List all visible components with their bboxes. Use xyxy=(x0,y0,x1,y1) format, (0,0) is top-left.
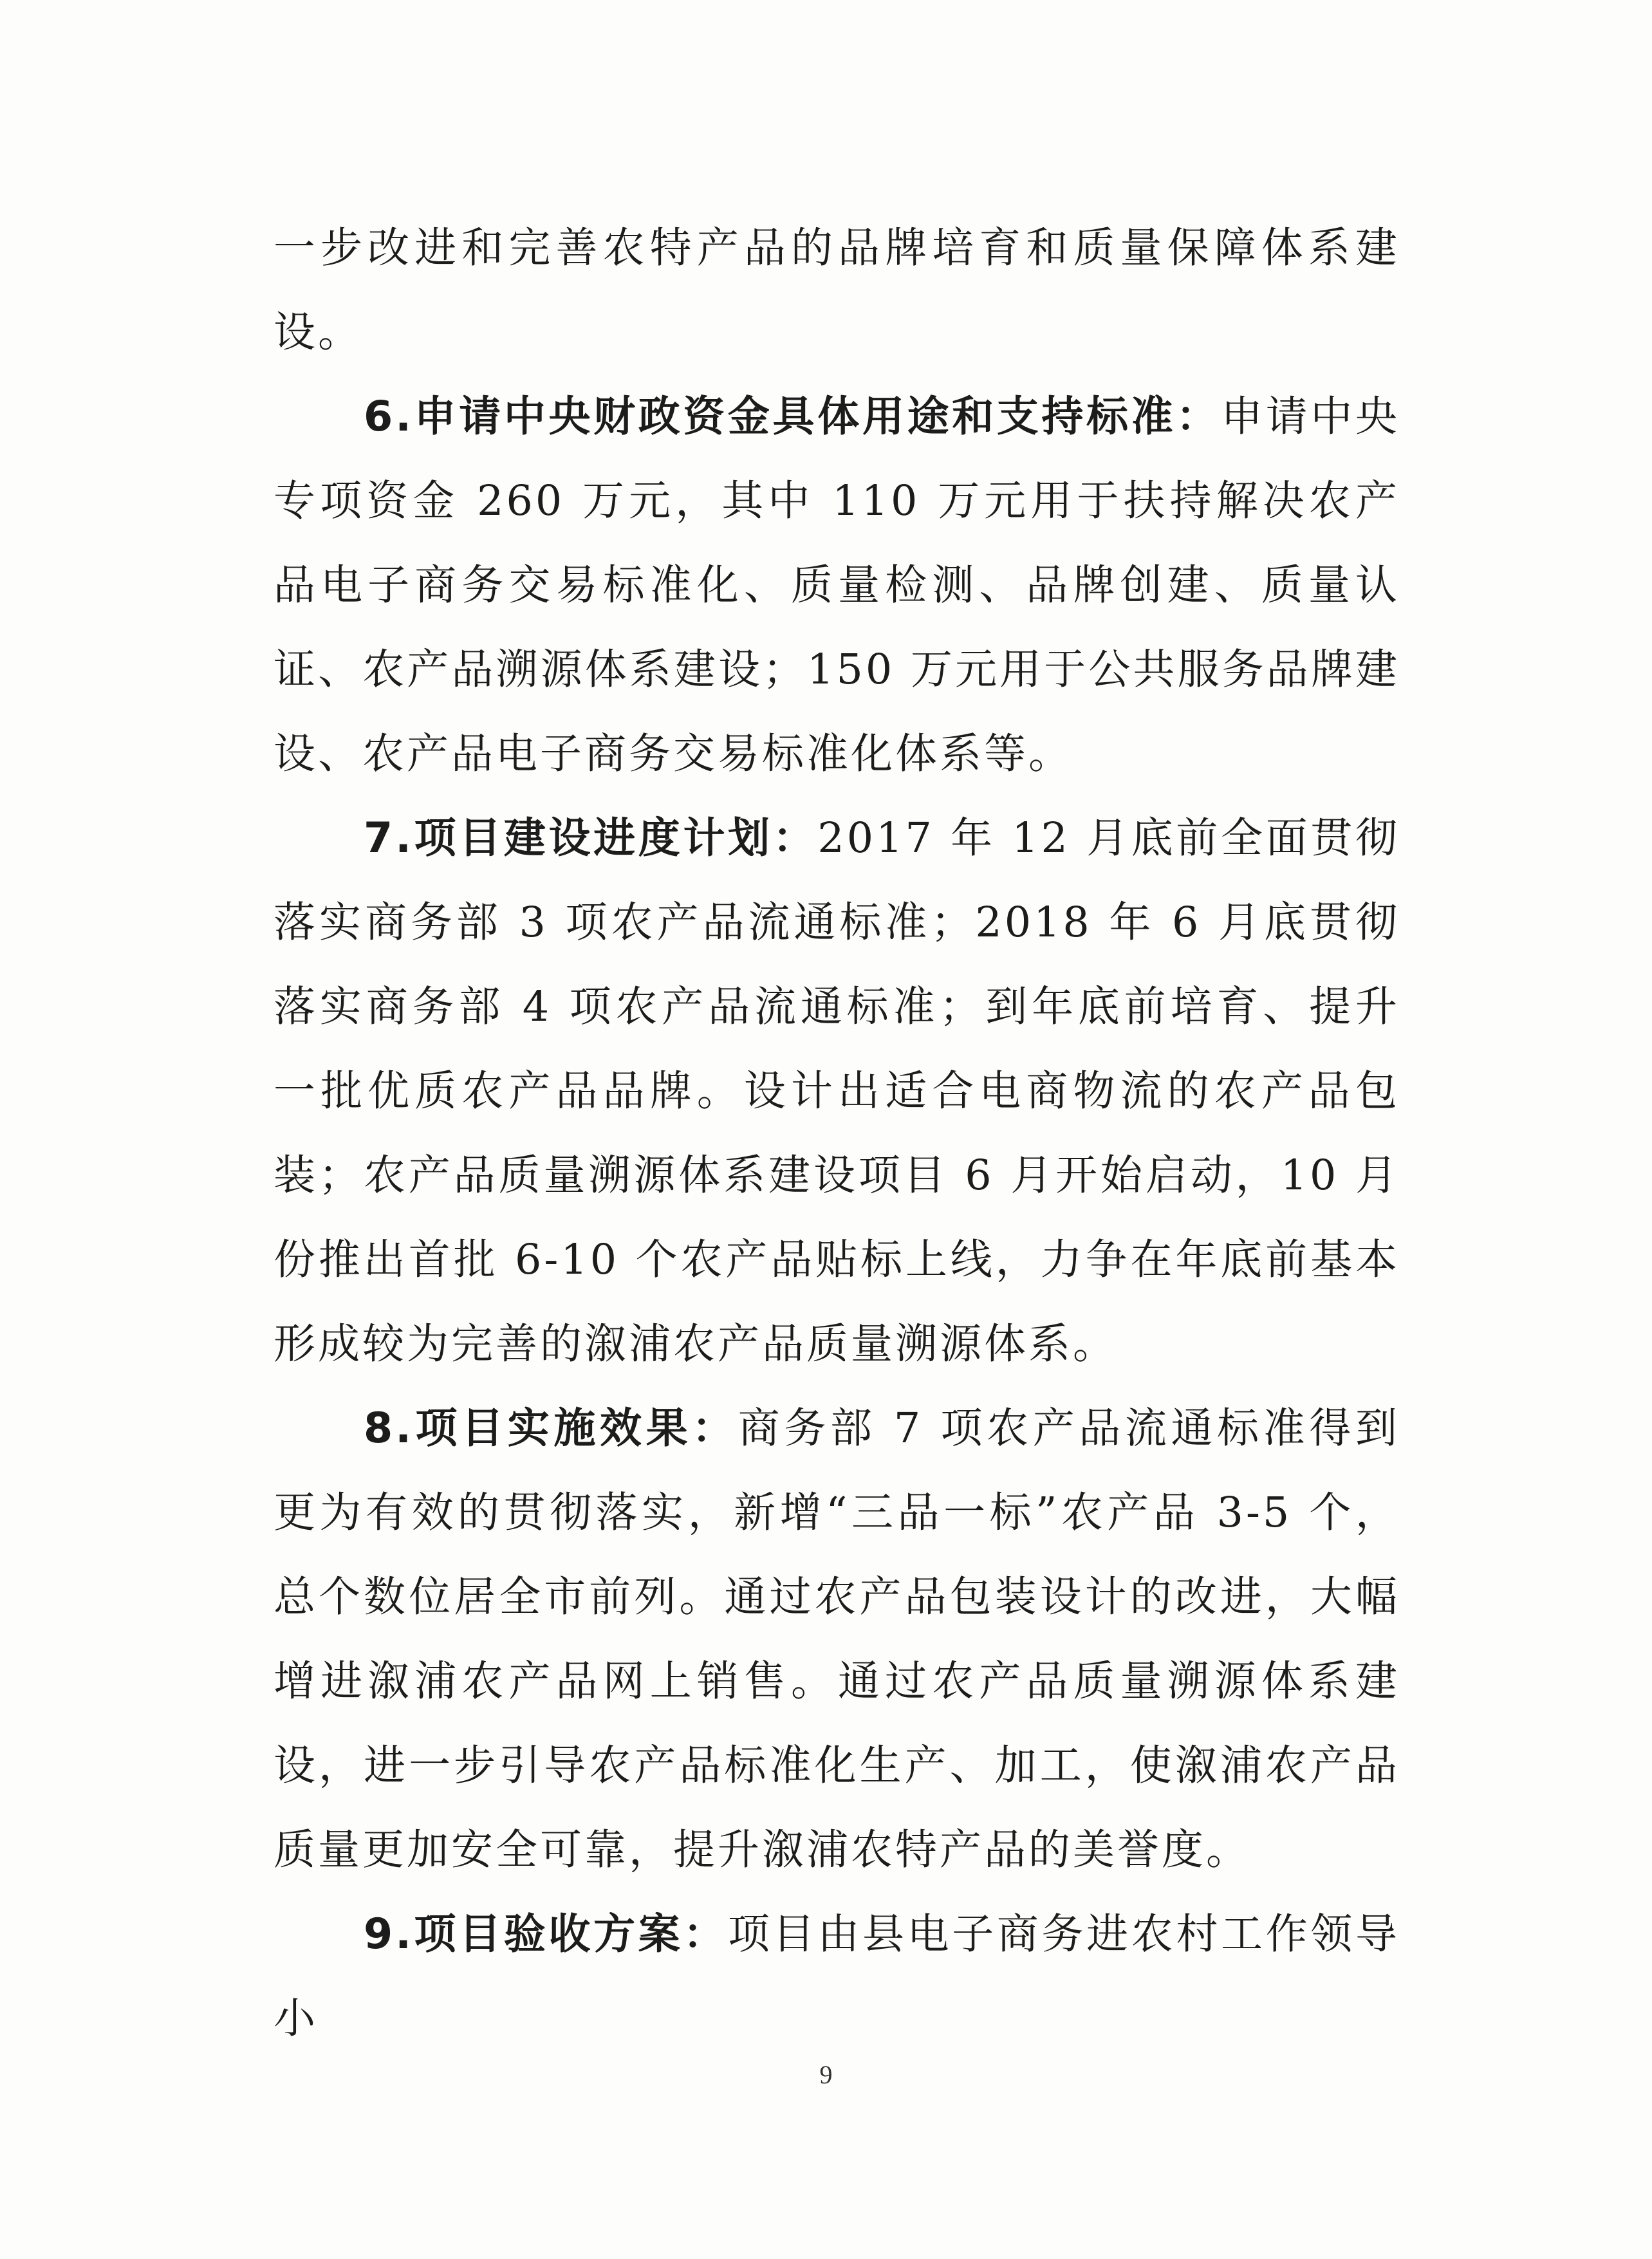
paragraph-section-9 xyxy=(274,1892,1400,2061)
paragraph-section-6 xyxy=(274,375,1400,796)
paragraph-text: 项目由县电子商务进农村工作领导小 xyxy=(274,1910,1400,2043)
paragraph-section-8 xyxy=(274,1386,1400,1892)
paragraph-text: 一步改进和完善农特产品的品牌培育和质量保障体系建设。 xyxy=(274,224,1400,357)
page-number: 9 xyxy=(819,2060,833,2089)
paragraph-text: 2017 年 12 月底前全面贯彻落实商务部 3 项农产品流通标准；2018 年 6 月底贯彻落实商务部 4 项农产品流通标准；到年底前培育、提升一批优质农产品品牌。设计出适合电商物流的农产品包装；农产品质量溯源体系建设项目 6 月开始启动，10 月份推出首批 6-10 个农产品贴标上线，力争在年底前基本形成较为完善的溆浦农产品质量溯源体系。 xyxy=(274,814,1400,1368)
section-heading: 9.项目验收方案： xyxy=(364,1910,729,1958)
section-heading: 8.项目实施效果： xyxy=(364,1404,738,1453)
body-text xyxy=(274,206,1400,2061)
paragraph-text: 商务部 7 项农产品流通标准得到更为有效的贯彻落实，新增“三品一标”农产品 3-5 个，总个数位居全市前列。通过农产品包装设计的改进，大幅增进溆浦农产品网上销售。通过农产品质量溯源体系建设，进一步引导农产品标准化生产、加工，使溆浦农产品质量更加安全可靠，提升溆浦农特产品的美誉度。 xyxy=(274,1404,1400,1874)
section-heading: 6.申请中央财政资金具体用途和支持标准： xyxy=(364,393,1221,441)
paragraph-text: 申请中央专项资金 260 万元，其中 110 万元用于扶持解决农产品电子商务交易标准化、质量检测、品牌创建、质量认证、农产品溯源体系建设；150 万元用于公共服务品牌建设、农产品电子商务交易标准化体系等。 xyxy=(274,393,1400,778)
section-heading: 7.项目建设进度计划： xyxy=(364,814,818,862)
paragraph-section-7 xyxy=(274,796,1400,1386)
paragraph-continued xyxy=(274,206,1400,375)
